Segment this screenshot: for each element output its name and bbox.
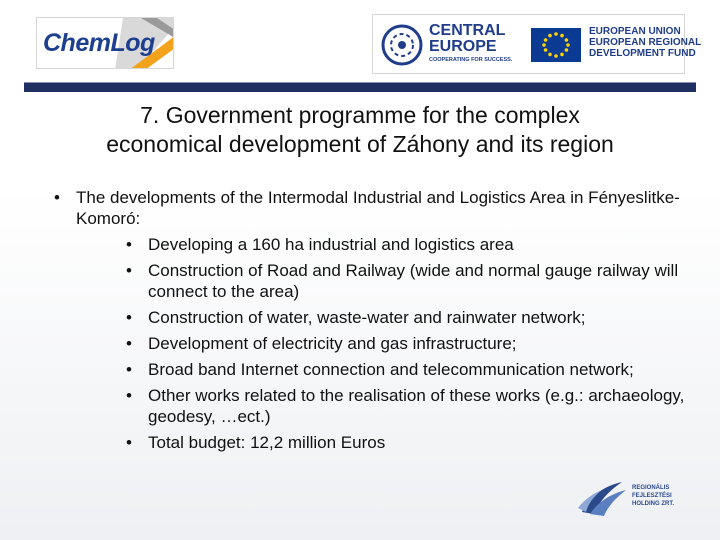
sub-bullet-item bbox=[126, 307, 686, 328]
sub-bullet-item bbox=[126, 260, 686, 302]
central-europe-name-line2: EUROPE bbox=[429, 38, 497, 55]
eu-fund-text bbox=[589, 26, 701, 59]
sub-bullet-item bbox=[126, 234, 686, 255]
bullet-text: Development of electricity and gas infrastructure; bbox=[148, 334, 517, 353]
regional-holding-line1: REGIONÁLIS bbox=[632, 485, 670, 491]
sub-bullet-item bbox=[126, 432, 686, 453]
bullet-icon: • bbox=[126, 334, 132, 353]
regional-holding-logo-text bbox=[632, 484, 674, 508]
sub-bullet-item bbox=[126, 385, 686, 427]
bullet-item bbox=[54, 187, 686, 229]
slide-body bbox=[54, 187, 686, 458]
bullet-text: Construction of Road and Railway (wide and normal gauge railway will connect to the area) bbox=[148, 261, 679, 301]
sub-bullet-item bbox=[126, 359, 686, 380]
bullet-text: The developments of the Intermodal Industrial and Logistics Area in Fényeslitke-Komoró: bbox=[76, 188, 680, 228]
eu-line-2: EUROPEAN REGIONAL bbox=[589, 37, 702, 48]
slide-title-line2: economical development of Záhony and its region bbox=[106, 131, 614, 157]
central-europe-logo bbox=[372, 14, 702, 74]
bullet-text: Construction of water, waste-water and rainwater network; bbox=[148, 308, 586, 327]
regional-holding-logo-icon bbox=[576, 478, 630, 518]
bullet-text: Total budget: 12,2 million Euros bbox=[148, 433, 386, 452]
bullet-text: Developing a 160 ha industrial and logistics area bbox=[148, 235, 514, 254]
eu-flag-icon bbox=[531, 28, 581, 62]
slide-title bbox=[30, 101, 690, 159]
bullet-icon: • bbox=[54, 188, 60, 207]
central-europe-emblem-icon bbox=[381, 24, 423, 66]
central-europe-tagline: COOPERATING FOR SUCCESS. bbox=[429, 57, 513, 63]
chemlog-logo-text: ChemLog bbox=[43, 29, 155, 57]
regional-holding-line3: HOLDING ZRT. bbox=[632, 501, 674, 507]
bullet-icon: • bbox=[126, 308, 132, 327]
eu-line-1: EUROPEAN UNION bbox=[589, 26, 681, 37]
regional-holding-line2: FEJLESZTÉSI bbox=[632, 493, 672, 499]
bullet-icon: • bbox=[126, 433, 132, 452]
bullet-icon: • bbox=[126, 235, 132, 254]
bullet-text: Broad band Internet connection and telecommunication network; bbox=[148, 360, 634, 379]
bullet-icon: • bbox=[126, 386, 132, 405]
central-europe-name-line1: CENTRAL bbox=[429, 22, 506, 39]
bullet-text: Other works related to the realisation of these works (e.g.: archaeology, geodesy, …ect.) bbox=[148, 386, 685, 426]
sub-bullet-item bbox=[126, 333, 686, 354]
bullet-icon: • bbox=[126, 261, 132, 280]
header-divider bbox=[24, 82, 696, 92]
bullet-icon: • bbox=[126, 360, 132, 379]
central-europe-name bbox=[429, 23, 505, 55]
slide-title-line1: 7. Government programme for the complex bbox=[140, 102, 580, 128]
eu-line-3: DEVELOPMENT FUND bbox=[589, 48, 696, 59]
chemlog-logo bbox=[36, 17, 174, 69]
